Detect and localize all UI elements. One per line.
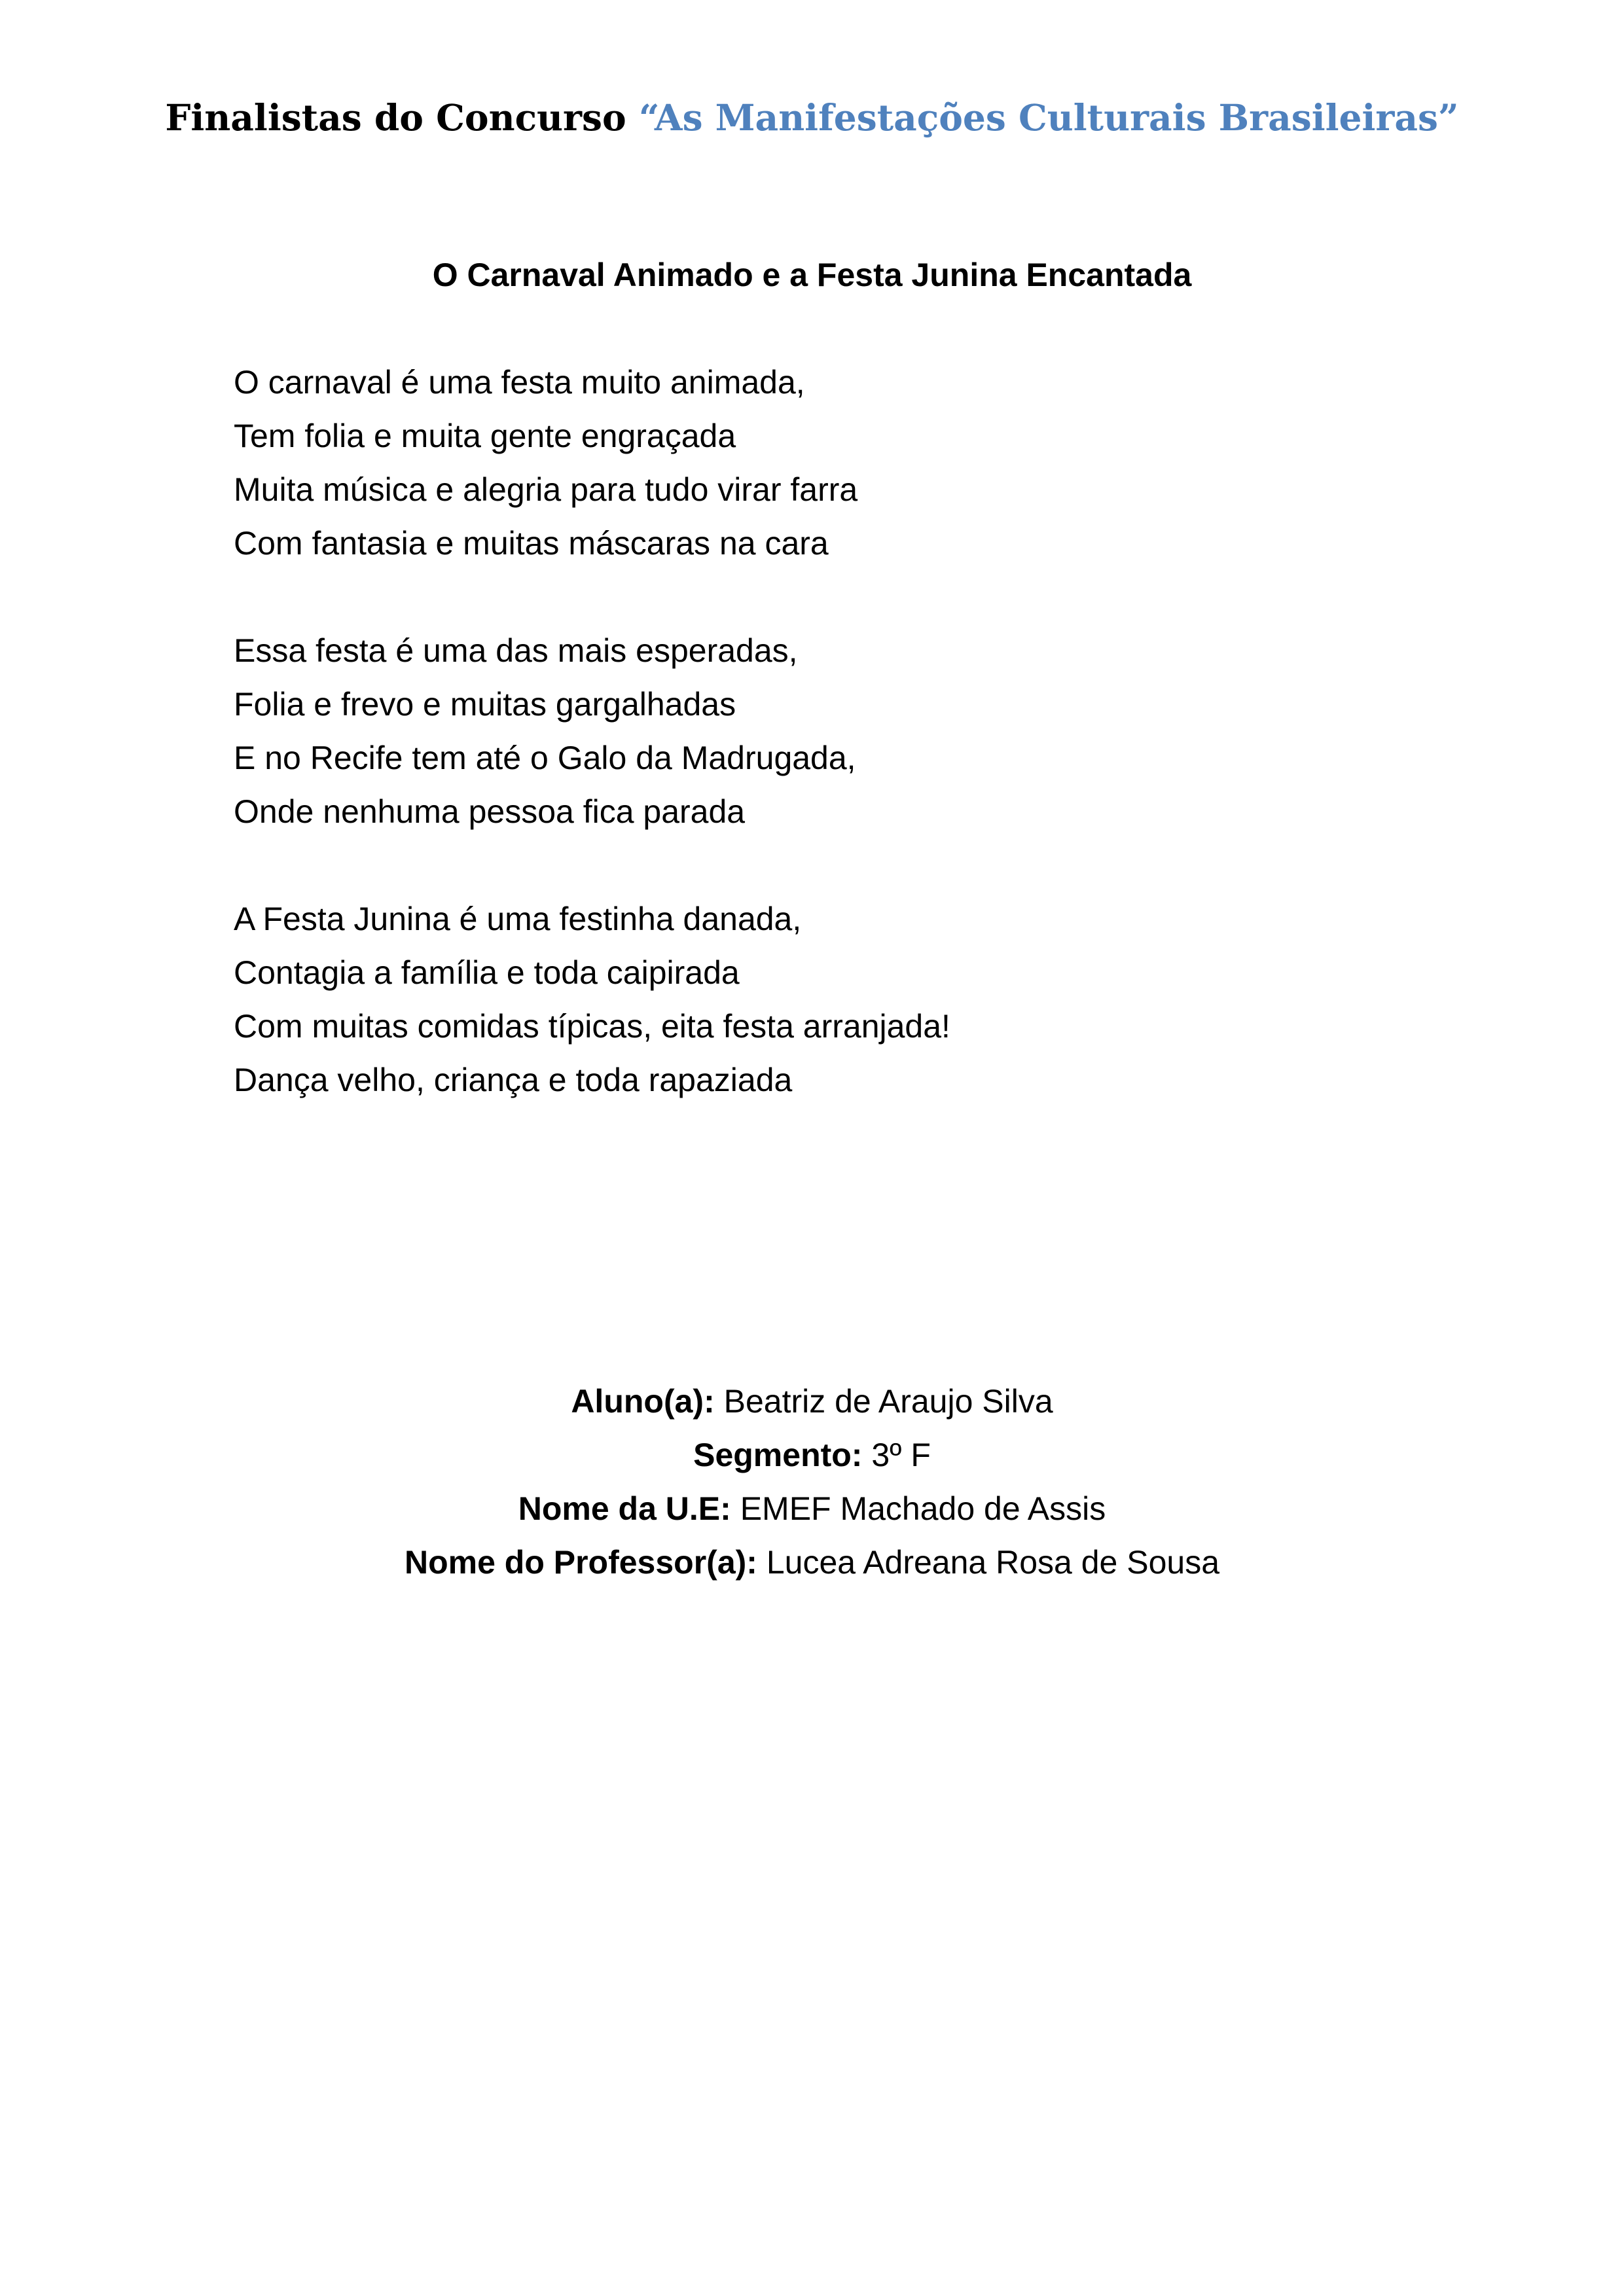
poem-body bbox=[234, 355, 1412, 1160]
poem-line: Dança velho, criança e toda rapaziada bbox=[234, 1062, 793, 1098]
poem-line: A Festa Junina é uma festinha danada, bbox=[234, 901, 802, 937]
segment-value: 3º F bbox=[862, 1437, 931, 1473]
credit-segment bbox=[0, 1428, 1624, 1482]
credit-school bbox=[0, 1482, 1624, 1535]
contest-name: “As Manifestações Culturais Brasileiras” bbox=[638, 96, 1459, 139]
teacher-value: Lucea Adreana Rosa de Sousa bbox=[757, 1544, 1220, 1581]
school-value: EMEF Machado de Assis bbox=[731, 1490, 1106, 1527]
poem-line: Muita música e alegria para tudo virar farra bbox=[234, 471, 858, 508]
poem-line: Onde nenhuma pessoa fica parada bbox=[234, 793, 746, 830]
poem-line: Essa festa é uma das mais esperadas, bbox=[234, 632, 798, 669]
school-label: Nome da U.E: bbox=[518, 1490, 731, 1527]
poem-line: Com fantasia e muitas máscaras na cara bbox=[234, 525, 829, 562]
segment-label: Segmento: bbox=[693, 1437, 863, 1473]
credits-block bbox=[0, 1374, 1624, 1589]
header-prefix: Finalistas do Concurso bbox=[165, 96, 639, 139]
credit-student bbox=[0, 1374, 1624, 1428]
poem-line: Com muitas comidas típicas, eita festa arranjada! bbox=[234, 1008, 950, 1045]
poem-line: O carnaval é uma festa muito animada, bbox=[234, 364, 805, 401]
poem-line: Contagia a família e toda caipirada bbox=[234, 954, 740, 991]
poem-line: Folia e frevo e muitas gargalhadas bbox=[234, 686, 736, 723]
stanza-3 bbox=[234, 892, 1412, 1107]
poem-line: E no Recife tem até o Galo da Madrugada, bbox=[234, 740, 856, 776]
teacher-label: Nome do Professor(a): bbox=[404, 1544, 757, 1581]
student-value: Beatriz de Araujo Silva bbox=[714, 1383, 1053, 1420]
student-label: Aluno(a): bbox=[571, 1383, 715, 1420]
stanza-2 bbox=[234, 624, 1412, 838]
poem-line: Tem folia e muita gente engraçada bbox=[234, 418, 736, 454]
stanza-1 bbox=[234, 355, 1412, 570]
contest-header bbox=[0, 92, 1624, 144]
credit-teacher bbox=[0, 1535, 1624, 1589]
poem-title: O Carnaval Animado e a Festa Junina Encantada bbox=[432, 257, 1192, 293]
